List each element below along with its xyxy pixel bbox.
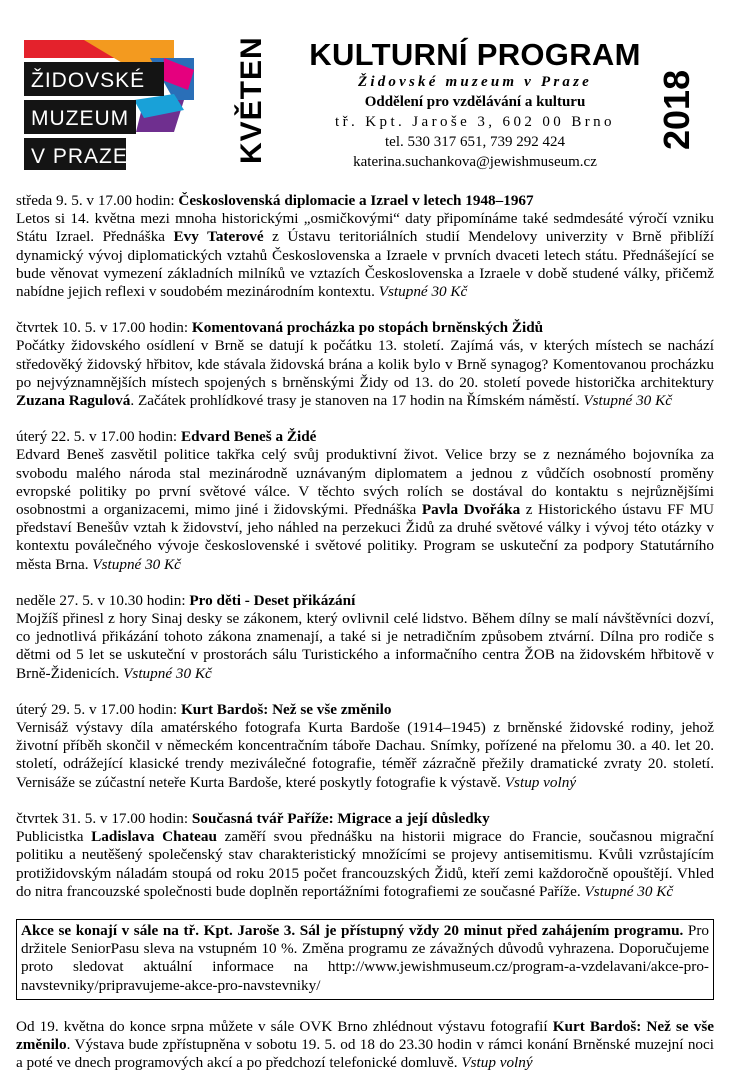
event-text: . Začátek prohlídkové trasy je stanoven na 17 hodin na Římském náměstí. — [130, 392, 584, 410]
event-heading — [16, 810, 714, 828]
event-text: Počátky židovského osídlení v Brně se datují k počátku 13. století. Zajímá vás, v kterých místech se nachází středověký židovský hřbitov, kde stávala židovská brána a kolik bylo v Brně synagog? Komentovanou procházku po nejvýznamnějších místech spojených s brněnskými Židy od 13. do 20. století povede historička architektury — [16, 337, 714, 391]
event-description — [16, 210, 714, 301]
logo-graphic — [24, 40, 194, 170]
event-description — [16, 610, 714, 683]
event-title: Komentovaná procházka po stopách brněnských Židů — [191, 319, 544, 337]
speaker-name: Pavla Dvořáka — [421, 501, 521, 519]
svg-text:ŽIDOVSKÉ: ŽIDOVSKÉ — [31, 69, 146, 92]
event-text: Letos si 14. května mezi mnoha historickými „osmičkovými“ daty připomínáme také sedmdesáté výročí vzniku Státu Izrael. Přednáška — [16, 210, 714, 246]
event-text: Vernisáž výstavy díla amatérského fotografa Kurta Bardoše (1914–1945) z brněnské židovské rodiny, jehož životní příběh skončil v německém koncentračním táboře Dachau. Snímky, pořízené na přelomu 30. a 40. let 20. století, odrážející klasické trendy meziválečné fotografie, téměř zázračně přežily dramatické zvraty 20. století. Vernisáže se zúčastní neteře Kurta Bardoše, které poskytly fotografie k výstavě. — [16, 719, 714, 791]
year-label: 2018 — [656, 69, 697, 151]
address: tř. Kpt. Jaroše 3, 602 00 Brno — [335, 114, 615, 130]
event-date: úterý 22. 5. v 17.00 hodin: — [16, 428, 181, 446]
event-date: čtvrtek 10. 5. v 17.00 hodin: — [16, 319, 192, 337]
event-heading — [16, 701, 714, 719]
event-text: zaměří svou přednášku na historii migrace do Francie, současnou migrační politiku a neutěšený společenský stav charakteristický množícími se projevy antisemitismu. Kvůli vzrůstajícím protižidovským náladám stoupá od roku 2015 počet francouzských Židů, kteří zemi každoročně opouštějí. Vhled do nitra francouzské společnosti bude doplněn reportážními fotografiemi ze současné Paříže. — [16, 828, 714, 900]
event-title: Současná tvář Paříže: Migrace a její důsledky — [191, 809, 490, 827]
email-link[interactable]: katerina.suchankova@jewishmuseum.cz — [353, 154, 597, 170]
event-price: Vstupné 30 Kč — [123, 664, 212, 682]
museum-logo — [24, 40, 194, 170]
notice-box — [16, 919, 714, 1000]
title-block — [290, 38, 660, 172]
footer-text: Od 19. května do konce srpna můžete v sále OVK Brno zhlédnout výstavu fotografií — [16, 1017, 553, 1035]
event-title: Edvard Beneš a Židé — [180, 428, 317, 446]
event-item — [16, 192, 714, 301]
event-price: Vstupné 30 Kč — [92, 555, 181, 573]
svg-text:V PRAZE: V PRAZE — [31, 145, 128, 168]
museum-name: Židovské muzeum v Praze — [357, 74, 592, 90]
event-heading — [16, 592, 714, 610]
footer-price: Vstup volný — [461, 1054, 533, 1072]
event-heading — [16, 192, 714, 210]
event-text: z Ústavu teritoriálních studií Mendelovy univerzity v Brně přiblíží dynamický vývoj diplomatických vztahů Československa a Izraele v prvních dvaceti letech státu. Přednášející se bude věnovat vymezení základních milníků ve vztazích Československa a Izraele v době studené války, přičemž nabídne jejich reflexi v soudobém mezinárodním kontextu. — [16, 228, 714, 301]
speaker-name: Ladislava Chateau — [91, 828, 217, 846]
event-text: Edvard Beneš zasvětil politice takřka celý svůj produktivní život. Velice brzy se z neznámého bojovníka za svobodu malého národa stal mezinárodně uznávaným diplomatem a jednou z vůdčích osobností proměny evropské politiky po první světové válce. V těchto svých rolích se dostával do kontaktu s nejrůznějšími osobnostmi a organizacemi, mimo jiné i židovskými. Přednáška — [16, 446, 714, 519]
footer-text: . Výstava bude zpřístupněna v sobotu 19. 5. od 18 do 23.30 hodin v rámci konání Brněnské muzejní noci a poté ve dnech programových akcí a po předchozí telefonické domluvě. — [16, 1035, 714, 1072]
event-heading — [16, 428, 714, 446]
event-description — [16, 719, 714, 792]
department-name: Oddělení pro vzdělávání a kulturu — [364, 94, 586, 110]
event-price: Vstupné 30 Kč — [378, 283, 468, 301]
event-date: čtvrtek 31. 5. v 17.00 hodin: — [16, 809, 192, 827]
event-item — [16, 428, 714, 574]
event-date: úterý 29. 5. v 17.00 hodin: — [16, 700, 181, 718]
event-description — [16, 828, 714, 901]
exhibition-title: Kurt Bardoš: Než se vše změnilo — [16, 1017, 714, 1053]
program-content — [16, 192, 714, 1072]
speaker-name: Zuzana Ragulová — [16, 392, 131, 410]
event-text: Mojžíš přinesl z hory Sinaj desky se zákonem, který ovlivnil celé lidstvo. Během dílny se malí návštěvníci dozví, co jednotlivá přikázání tohoto zákona znamenají, a také si je netradičním způsobem ztvární. Dílna pro rodiče s dětmi od 5 let se uskuteční v prostorách sálu Turistického a informačního centra ŽOB na židovském hřbitově v Brně-Židenicích. — [16, 610, 714, 682]
month-label: KVĚTEN — [235, 36, 268, 164]
event-heading — [16, 319, 714, 337]
event-description — [16, 337, 714, 410]
speaker-name: Evy Taterové — [173, 228, 264, 246]
phone: tel. 530 317 651, 739 292 424 — [385, 134, 565, 150]
page-header — [0, 0, 750, 190]
exhibition-note — [16, 1018, 714, 1073]
event-item — [16, 592, 714, 683]
event-text: z Historického ústavu FF MU představí Benešův vztah k židovství, jeho náhled na perzekuci Židů za druhé světové války i vývoj této otázky v kontextu poválečného vývoje československé i světové politiky. Program se uskuteční za podpory Statutárního města Brna. — [16, 501, 715, 573]
event-item — [16, 810, 714, 901]
event-title: Československá diplomacie a Izrael v letech 1948–1967 — [178, 192, 534, 209]
event-price: Vstupné 30 Kč — [584, 882, 674, 900]
event-item — [16, 701, 714, 792]
event-description — [16, 446, 714, 573]
notice-text[interactable]: Pro držitele SeniorPasu sleva na vstupném 10 %. Změna programu ze závažných důvodů vyhrazena. Doporučujeme proto sledovat aktuální informace na http://www.jewishmuseum.cz/program-a-vzdelavani/akce-pro-navstevniky/pripravujeme-akce-pro-navstevniky/ — [21, 921, 709, 994]
event-text: Publicistka — [16, 828, 92, 846]
event-date: středa 9. 5. v 17.00 hodin: — [16, 192, 179, 209]
notice-headline: Akce se konají v sále na tř. Kpt. Jaroše 3. Sál je přístupný vždy 20 minut před zahájením programu. — [21, 921, 684, 939]
program-title: KULTURNÍ PROGRAM — [309, 37, 641, 72]
svg-text:MUZEUM: MUZEUM — [31, 107, 130, 130]
event-date: neděle 27. 5. v 10.30 hodin: — [16, 591, 190, 609]
event-item — [16, 319, 714, 410]
event-price: Vstup volný — [504, 773, 577, 791]
event-title: Pro děti - Deset přikázání — [189, 591, 356, 609]
event-price: Vstupné 30 Kč — [583, 392, 672, 410]
event-title: Kurt Bardoš: Než se vše změnilo — [180, 700, 392, 718]
